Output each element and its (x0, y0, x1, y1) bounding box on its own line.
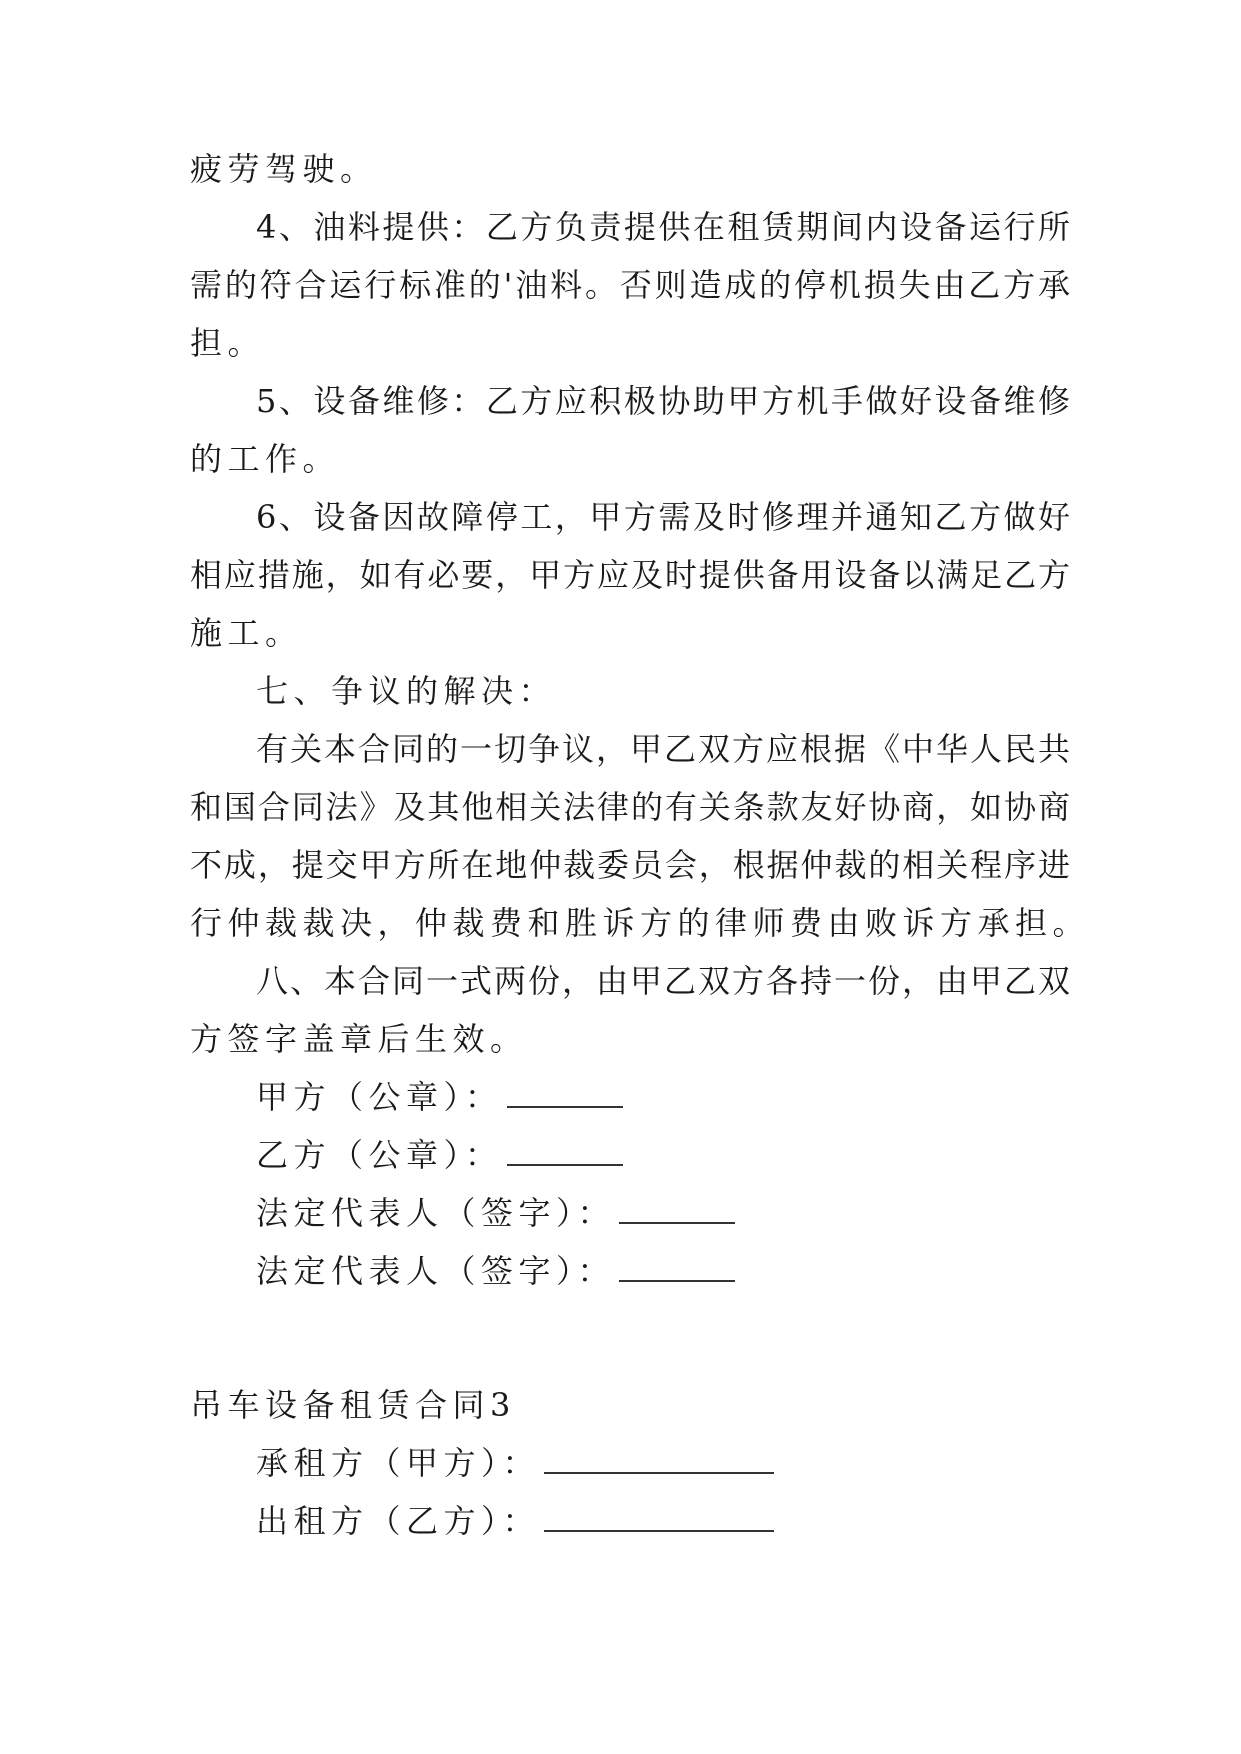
signature-blank (619, 1196, 735, 1224)
signature-party-a-label: 甲方（公章）： (256, 1078, 503, 1116)
text-line-15: 八、本合同一式两份，由甲乙双方各持一份，由甲乙双 (256, 962, 1070, 1000)
text-line-6: 的工作。 (190, 440, 341, 478)
signature-rep-1 (256, 1193, 1070, 1233)
text-line-2: 4、油料提供：乙方负责提供在租赁期间内设备运行所 (256, 208, 1070, 246)
signature-party-a (256, 1077, 1070, 1117)
signature-rep-2 (256, 1251, 1070, 1291)
text-line-7: 6、设备因故障停工，甲方需及时修理并通知乙方做好 (256, 498, 1070, 536)
contract3-title: 吊车设备租赁合同3 (190, 1386, 516, 1424)
contract3-lessor-label: 出租方（乙方）： (256, 1502, 541, 1540)
text-line-3: 需的符合运行标准的'油料。否则造成的停机损失由乙方承 (190, 266, 1070, 304)
text-line-12: 和国合同法》及其他相关法律的有关条款友好协商，如协商 (190, 788, 1070, 826)
signature-blank (619, 1254, 735, 1282)
signature-blank (507, 1080, 623, 1108)
contract3-lessee-label: 承租方（甲方）： (256, 1444, 541, 1482)
text-line-1: 疲劳驾驶。 (190, 150, 378, 188)
signature-rep-1-label: 法定代表人（签字）： (256, 1194, 616, 1232)
text-line-8: 相应措施，如有必要，甲方应及时提供备用设备以满足乙方 (190, 556, 1070, 594)
text-line-4: 担。 (190, 324, 266, 362)
signature-blank (544, 1504, 774, 1532)
text-line-13: 不成，提交甲方所在地仲裁委员会，根据仲裁的相关程序进 (190, 846, 1070, 884)
signature-rep-2-label: 法定代表人（签字）： (256, 1252, 616, 1290)
signature-blank (507, 1138, 623, 1166)
text-line-5: 5、设备维修：乙方应积极协助甲方机手做好设备维修 (256, 382, 1070, 420)
text-line-16: 方签字盖章后生效。 (190, 1020, 528, 1058)
signature-blank (544, 1446, 774, 1474)
signature-party-b (256, 1135, 1070, 1175)
text-line-14: 行仲裁裁决，仲裁费和胜诉方的律师费由败诉方承担。 (190, 904, 1091, 942)
contract3-lessor (256, 1501, 1070, 1541)
signature-party-b-label: 乙方（公章）： (256, 1136, 503, 1174)
text-line-9: 施工。 (190, 614, 303, 652)
contract3-lessee (256, 1443, 1070, 1483)
text-line-11: 有关本合同的一切争议，甲乙双方应根据《中华人民共 (256, 730, 1070, 768)
section-heading-dispute: 七、争议的解决： (256, 672, 557, 710)
